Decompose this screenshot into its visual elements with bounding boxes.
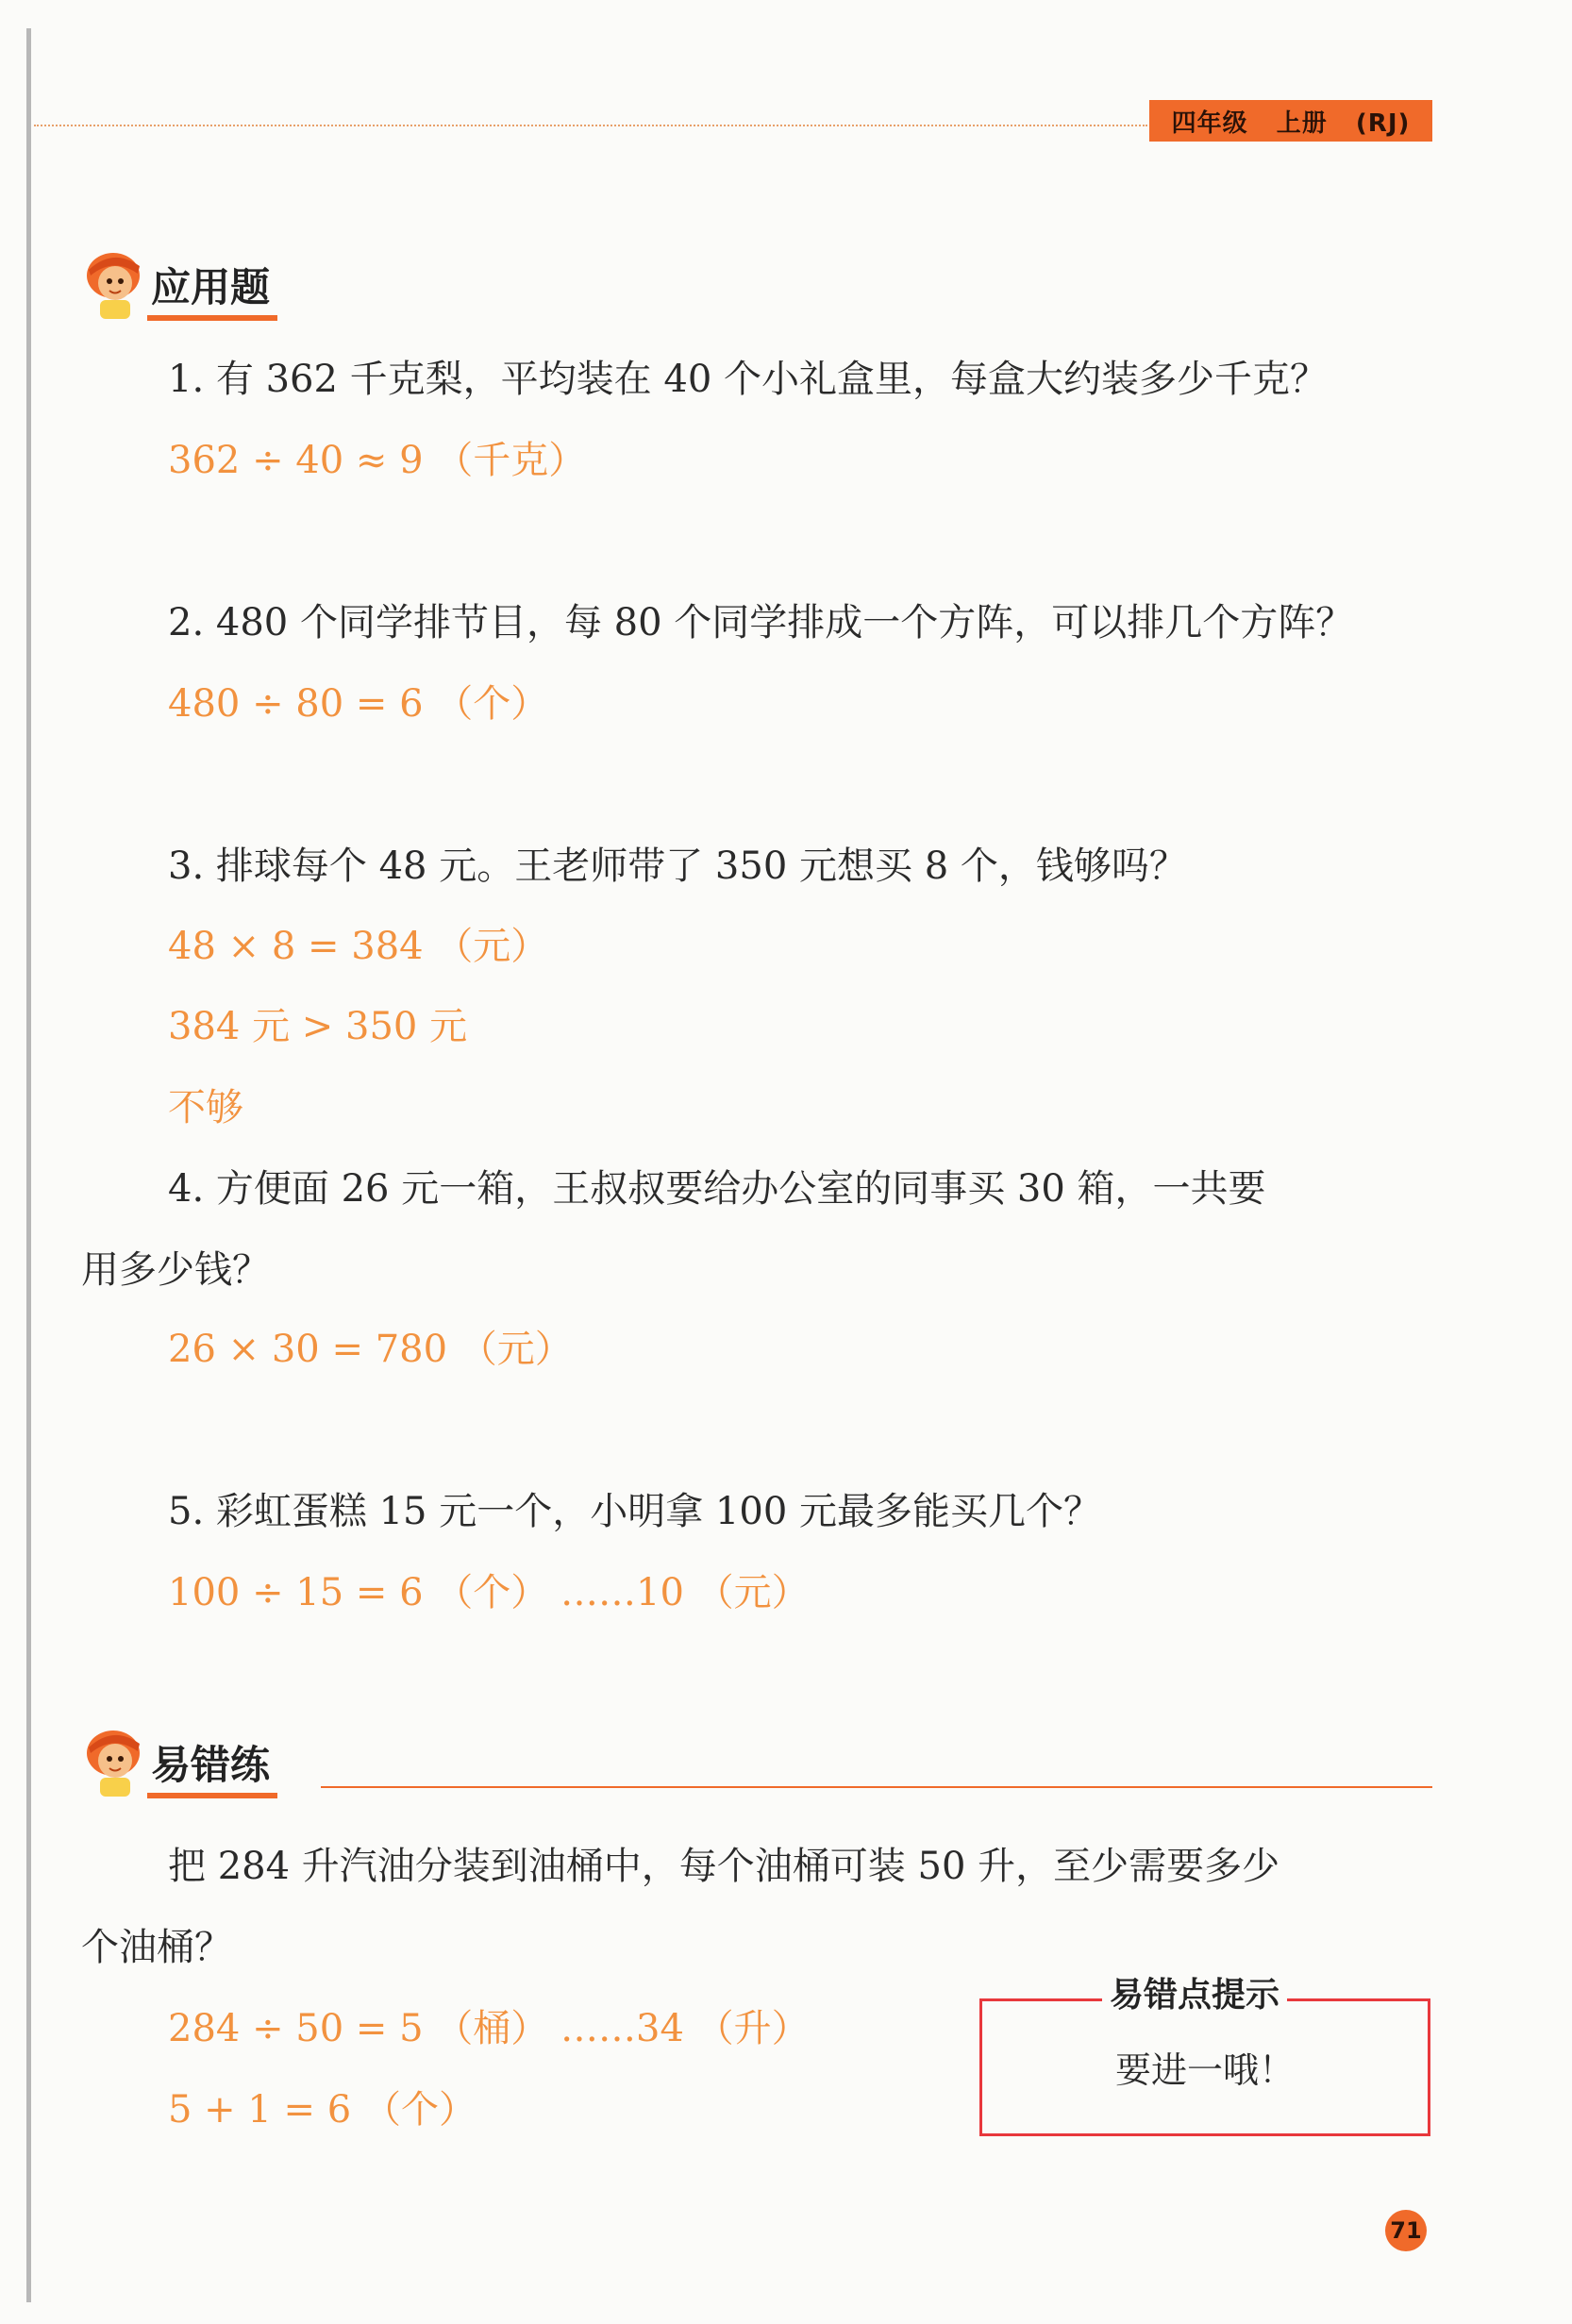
grade-tag: 四年级 上册 (RJ) [1149, 100, 1432, 142]
answer-2-line-1: 480 ÷ 80 = 6 （个） [168, 682, 549, 726]
answer-4-line-1: 26 × 30 = 780 （元） [168, 1328, 573, 1371]
answer-1-line-1: 362 ÷ 40 ≈ 9 （千克） [168, 439, 587, 482]
question-3: 3. 排球每个 48 元。王老师带了 350 元想买 8 个，钱够吗？ [168, 844, 1187, 888]
section-applied-header [81, 247, 277, 321]
mascot-icon [81, 247, 147, 321]
section-title-applied: 应用题 [147, 264, 277, 321]
mistake-question-line-1: 把 284 升汽油分装到油桶中，每个油桶可装 50 升，至少需要多少 [168, 1845, 1280, 1888]
question-1: 1. 有 362 千克梨，平均装在 40 个小礼盒里，每盒大约装多少千克？ [168, 358, 1328, 401]
answer-3-line-1: 48 × 8 = 384 （元） [168, 925, 549, 968]
question-2: 2. 480 个同学排节目，每 80 个同学排成一个方阵，可以排几个方阵？ [168, 601, 1354, 644]
answer-3-line-2: 384 元 > 350 元 [168, 1005, 468, 1048]
section-mistakes-header [81, 1725, 277, 1798]
section-rule [321, 1786, 1432, 1788]
question-5: 5. 彩虹蛋糕 15 元一个，小明拿 100 元最多能买几个？ [168, 1490, 1101, 1533]
answer-5-line-1: 100 ÷ 15 = 6 （个） ……10 （元） [168, 1571, 810, 1614]
page-number: 71 [1385, 2210, 1427, 2251]
mistake-answer-line-2: 5 + 1 = 6 （个） [168, 2088, 477, 2132]
mistake-answer-line-1: 284 ÷ 50 = 5 （桶） ……34 （升） [168, 2007, 810, 2050]
tip-title: 易错点提示 [1102, 1974, 1287, 2017]
tip-text: 要进一哦！ [1114, 2049, 1295, 2091]
mistake-question-line-2: 个油桶？ [81, 1926, 232, 1969]
question-4-line-2: 用多少钱？ [81, 1248, 270, 1292]
answer-3-line-3: 不够 [168, 1086, 243, 1129]
mascot-icon [81, 1725, 147, 1798]
question-4-line-1: 4. 方便面 26 元一箱，王叔叔要给办公室的同事买 30 箱，一共要 [168, 1167, 1266, 1211]
header-rule [34, 125, 1147, 126]
section-title-mistakes: 易错练 [147, 1742, 277, 1798]
book-spine [26, 28, 31, 2302]
